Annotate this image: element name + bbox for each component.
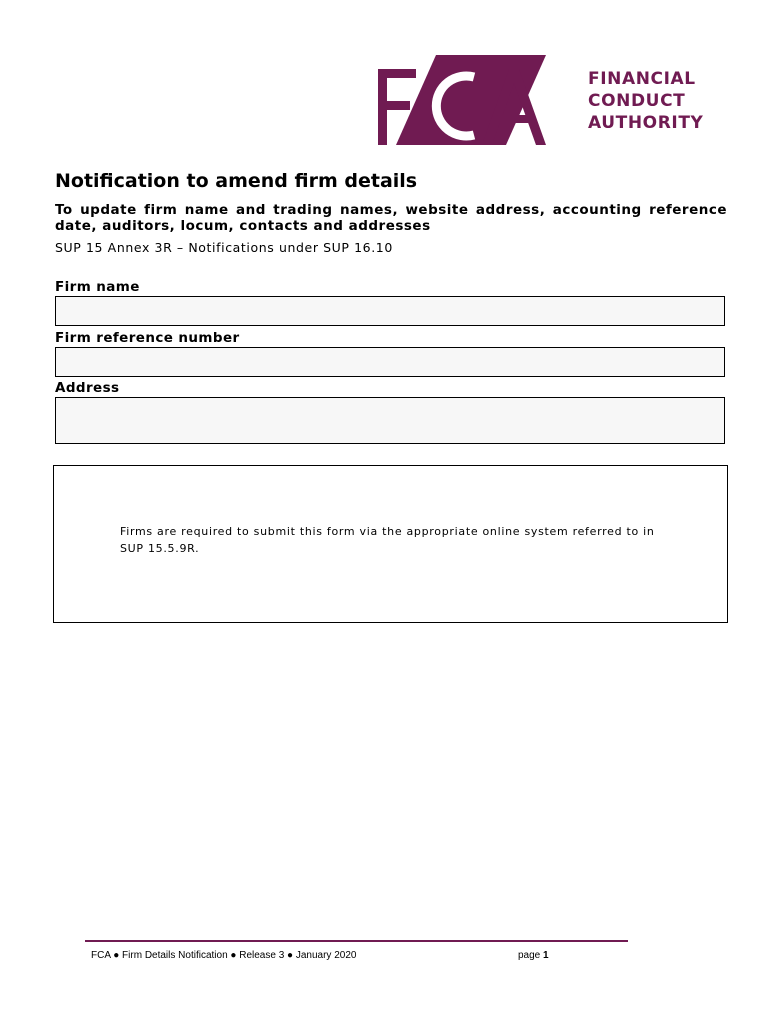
firm-reference-label: Firm reference number bbox=[55, 330, 240, 346]
address-label: Address bbox=[55, 380, 120, 396]
fca-logo-wordmark bbox=[588, 68, 703, 134]
footer-page-number bbox=[518, 950, 549, 961]
submission-notice-box bbox=[53, 465, 728, 623]
fca-logo bbox=[378, 55, 704, 145]
page-label: page bbox=[518, 950, 544, 961]
firm-name-field[interactable] bbox=[55, 296, 725, 326]
firm-name-label: Firm name bbox=[55, 279, 140, 295]
firm-reference-field[interactable] bbox=[55, 347, 725, 377]
logo-line-financial: FINANCIAL bbox=[588, 69, 696, 89]
page-number: 1 bbox=[543, 950, 549, 961]
logo-line-conduct: CONDUCT bbox=[588, 91, 686, 111]
footer-divider bbox=[85, 940, 628, 942]
submission-notice-text: Firms are required to submit this form via the appropriate online system referred to in SUP 15.5.9R. bbox=[120, 525, 655, 555]
regulation-reference: SUP 15 Annex 3R – Notifications under SUP 16.10 bbox=[55, 240, 393, 255]
fca-logo-mark bbox=[378, 55, 546, 145]
page-title: Notification to amend firm details bbox=[55, 170, 418, 192]
logo-line-authority: AUTHORITY bbox=[588, 113, 704, 133]
footer-document-info: FCA ● Firm Details Notification ● Release 3 ● January 2020 bbox=[91, 950, 357, 961]
address-field[interactable] bbox=[55, 397, 725, 444]
page-subtitle: To update firm name and trading names, website address, accounting reference date, auditors, locum, contacts and addresses bbox=[55, 202, 727, 234]
